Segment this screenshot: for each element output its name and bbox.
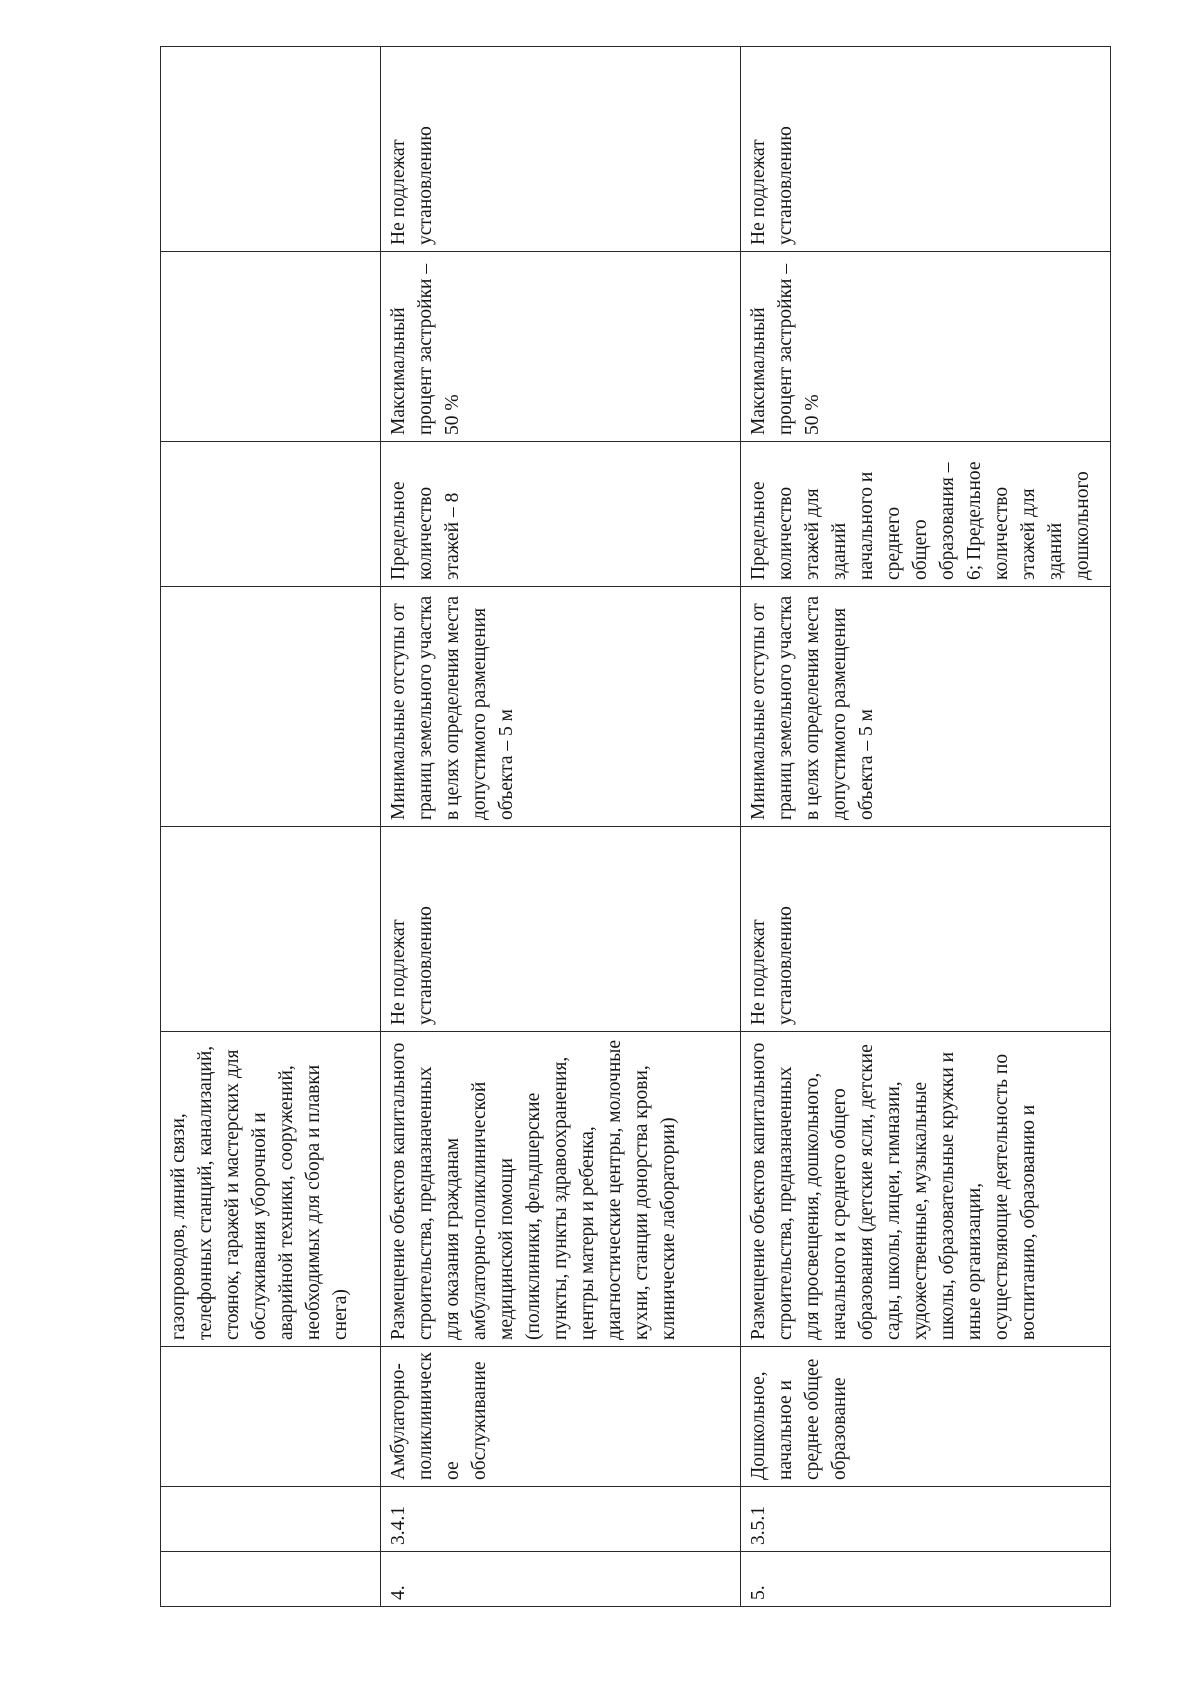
other-params-cell: Не подлежат установлению [381, 47, 741, 252]
use-code-cell [161, 1487, 381, 1552]
coverage-cell [161, 252, 381, 442]
row-number-cell: 5. [741, 1552, 1111, 1607]
floors-cell [161, 442, 381, 587]
row-number-cell [161, 1552, 381, 1607]
floors-cell: Предельное количество этажей для зданий начального и среднего общего образования – 6; Предельное количество этажей для зданий дошкольного [741, 442, 1111, 587]
coverage-cell: Максимальный процент застройки – 50 % [381, 252, 741, 442]
plot-size-cell: Не подлежат установлению [741, 827, 1111, 1032]
setbacks-cell: Минимальные отступы от границ земельного участка в целях определения места допустимого размещения объекта – 5 м [381, 587, 741, 827]
use-name-cell [161, 1347, 381, 1487]
use-description-cell: Размещение объектов капитального строительства, предназначенных для просвещения, дошкольного, начального и среднего общего образования (детские ясли, детские сады, школы, лицеи, гимназии, художественные, музыкальные школы, образовательные кружки и иные организации, осуществляющие деятельность по воспитанию, образованию и [741, 1032, 1111, 1347]
row-number-cell: 4. [381, 1552, 741, 1607]
use-description-cell: газопроводов, линий связи, телефонных станций, канализаций, стоянок, гаражей и мастерских для обслуживания уборочной и аварийной техники, сооружений, необходимых для сбора и плавки снега) [161, 1032, 381, 1347]
other-params-cell [161, 47, 381, 252]
use-code-cell: 3.5.1 [741, 1487, 1111, 1552]
use-name-cell: Дошкольное, начальное и среднее общее образование [741, 1347, 1111, 1487]
use-description-cell: Размещение объектов капитального строительства, предназначенных для оказания гражданам амбулаторно-поликлинической медицинской помощи (поликлиники, фельдшерские пункты, пункты здравоохранения, центры матери и ребенка, диагностические центры, молочные кухни, станции донорства крови, клинические лаборатории) [381, 1032, 741, 1347]
floors-cell: Предельное количество этажей – 8 [381, 442, 741, 587]
coverage-cell: Максимальный процент застройки – 50 % [741, 252, 1111, 442]
zoning-regulations-table [160, 46, 1111, 1607]
table-row-continuation [161, 47, 381, 1607]
setbacks-cell: Минимальные отступы от границ земельного участка в целях определения места допустимого размещения объекта – 5 м [741, 587, 1111, 827]
rotated-page [160, 47, 1110, 1607]
use-code-cell: 3.4.1 [381, 1487, 741, 1552]
plot-size-cell [161, 827, 381, 1032]
other-params-cell: Не подлежат установлению [741, 47, 1111, 252]
table-row [741, 47, 1111, 1607]
plot-size-cell: Не подлежат установлению [381, 827, 741, 1032]
use-name-cell: Амбулаторно-поликлиническое обслуживание [381, 1347, 741, 1487]
setbacks-cell [161, 587, 381, 827]
table-row [381, 47, 741, 1607]
